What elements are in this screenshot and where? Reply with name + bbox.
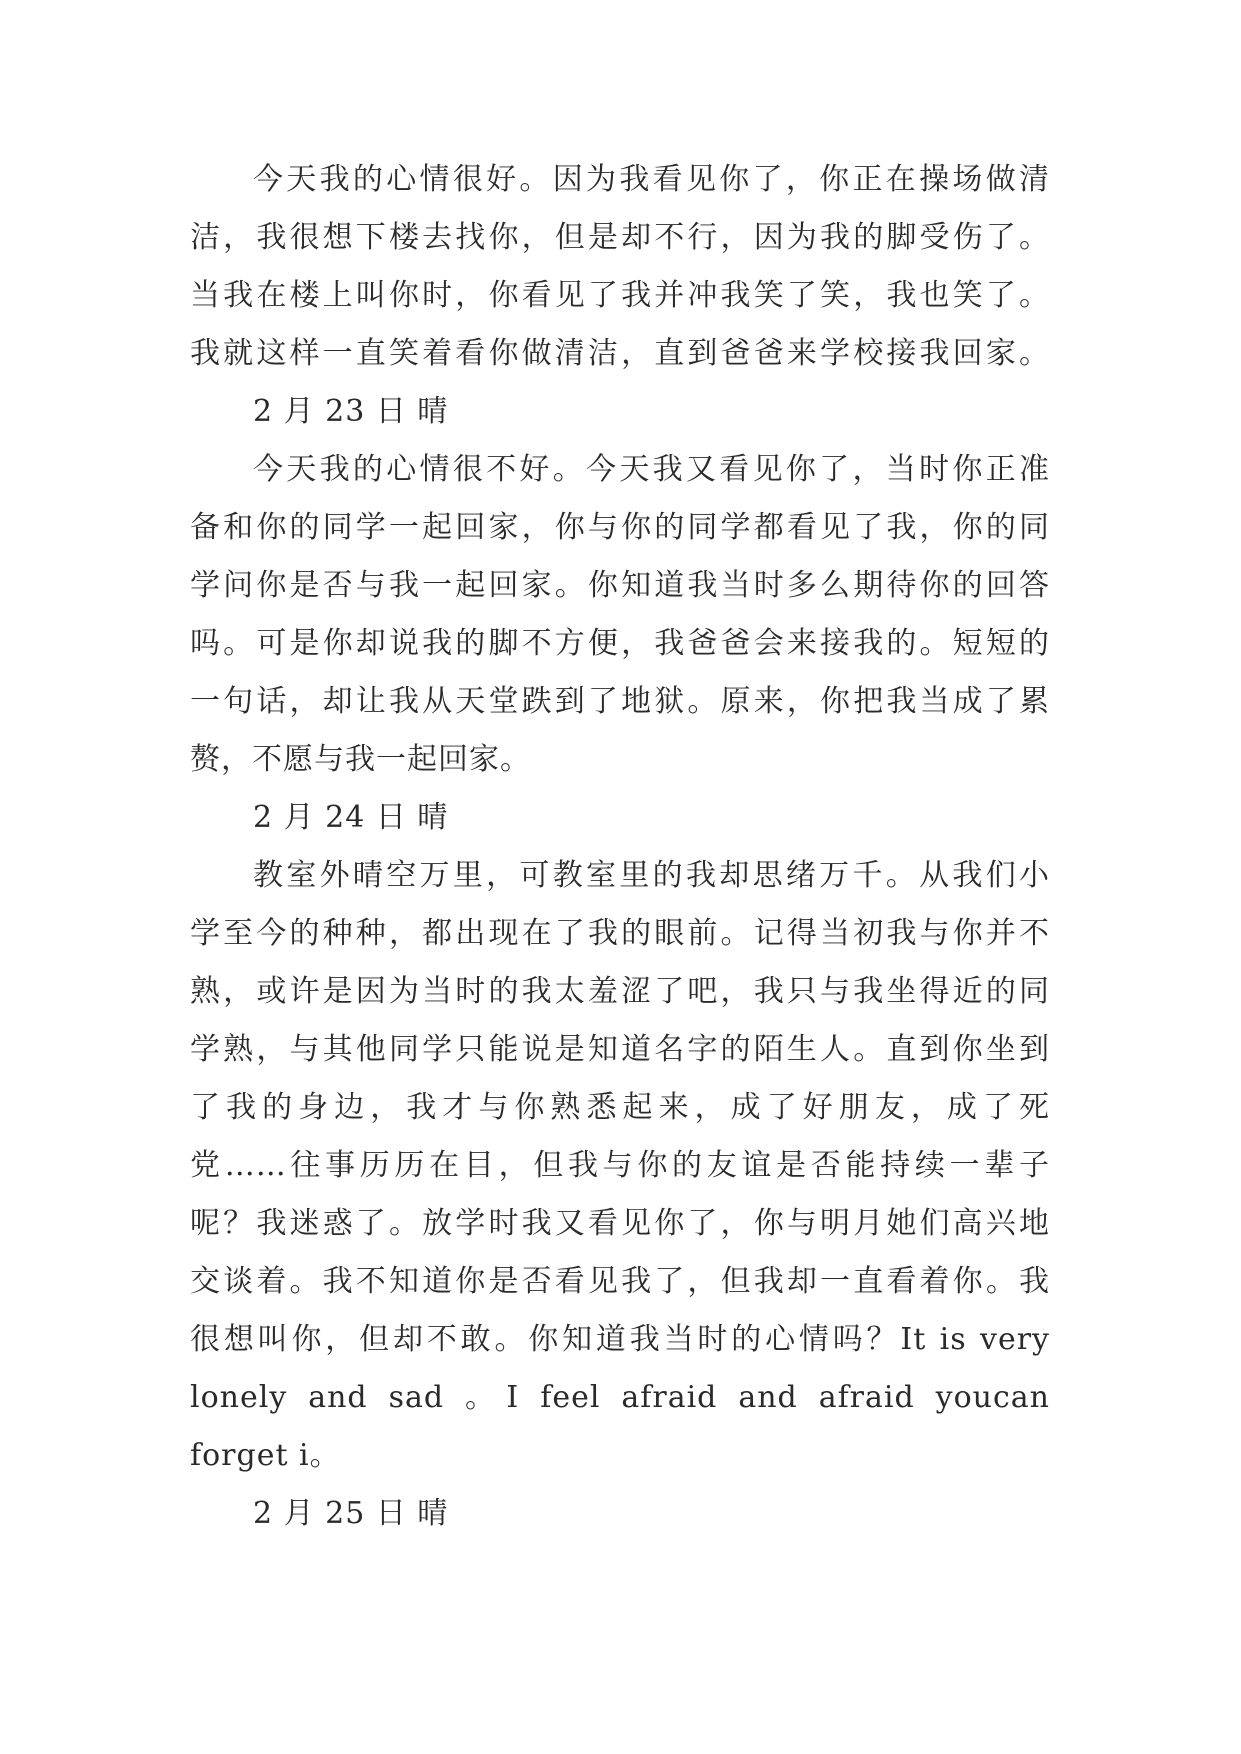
paragraph-line: 呢？我迷惑了。放学时我又看见你了，你与明月她们高兴地 xyxy=(190,1206,1050,1241)
paragraph-line: 今天我的心情很好。因为我看见你了，你正在操场做清 xyxy=(253,162,1050,197)
paragraph-line: 学至今的种种，都出现在了我的眼前。记得当初我与你并不 xyxy=(190,916,1050,951)
paragraph-line: 党……往事历历在目，但我与你的友谊是否能持续一辈子 xyxy=(190,1148,1050,1183)
diary-date-heading: 2 月 24 日 晴 xyxy=(253,800,449,835)
paragraph-line: 我就这样一直笑着看你做清洁，直到爸爸来学校接我回家。 xyxy=(190,336,1050,371)
paragraph-line: 很想叫你，但却不敢。你知道我当时的心情吗？It is very xyxy=(190,1322,1050,1357)
diary-date-heading: 2 月 23 日 晴 xyxy=(253,394,449,429)
paragraph-line: 当我在楼上叫你时，你看见了我并冲我笑了笑，我也笑了。 xyxy=(190,278,1050,313)
paragraph-line: 备和你的同学一起回家，你与你的同学都看见了我，你的同 xyxy=(190,510,1050,545)
paragraph-line: 洁，我很想下楼去找你，但是却不行，因为我的脚受伤了。 xyxy=(190,220,1050,255)
paragraph-line: 教室外晴空万里，可教室里的我却思绪万千。从我们小 xyxy=(253,858,1050,893)
paragraph-line: 学问你是否与我一起回家。你知道我当时多么期待你的回答 xyxy=(190,568,1050,603)
paragraph-line: 了我的身边，我才与你熟悉起来，成了好朋友，成了死 xyxy=(190,1090,1050,1125)
paragraph-line: 熟，或许是因为当时的我太羞涩了吧，我只与我坐得近的同 xyxy=(190,974,1050,1009)
paragraph-line: 交谈着。我不知道你是否看见我了，但我却一直看着你。我 xyxy=(190,1264,1050,1299)
paragraph-line: lonely and sad 。I feel afraid and afraid youcan xyxy=(190,1380,1050,1415)
paragraph-line: forget i。 xyxy=(190,1438,341,1473)
paragraph-line: 吗。可是你却说我的脚不方便，我爸爸会来接我的。短短的 xyxy=(190,626,1050,661)
paragraph-line: 赘，不愿与我一起回家。 xyxy=(190,742,531,777)
paragraph-line: 学熟，与其他同学只能说是知道名字的陌生人。直到你坐到 xyxy=(190,1032,1050,1067)
paragraph-line: 一句话，却让我从天堂跌到了地狱。原来，你把我当成了累 xyxy=(190,684,1050,719)
paragraph-line: 今天我的心情很不好。今天我又看见你了，当时你正准 xyxy=(253,452,1050,487)
diary-date-heading: 2 月 25 日 晴 xyxy=(253,1496,449,1531)
